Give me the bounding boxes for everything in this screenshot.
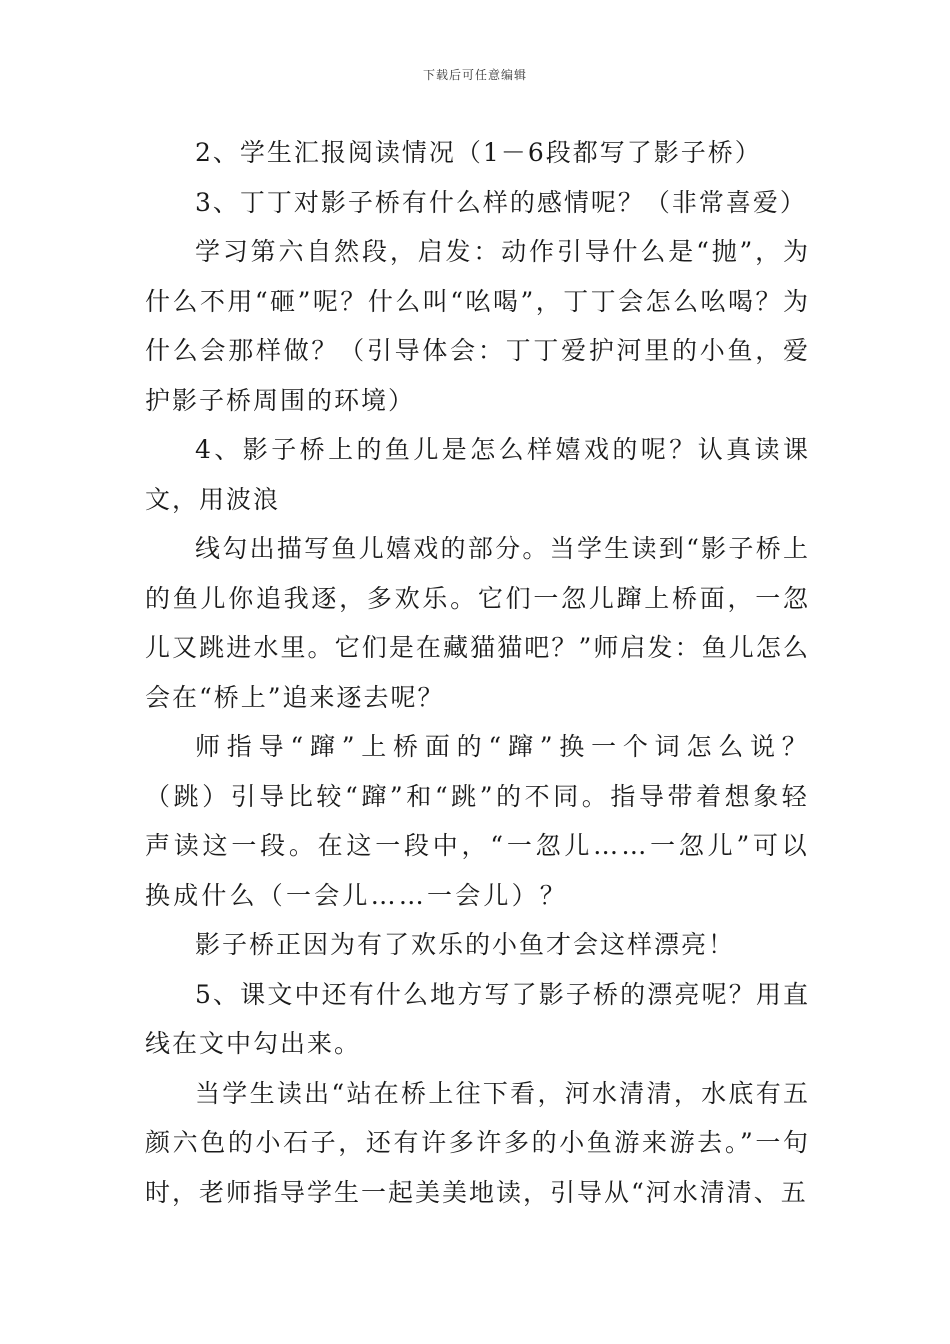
paragraph-step-2: 2、学生汇报阅读情况（1－6段都写了影子桥） [195, 138, 762, 167]
paragraph-step-5: 5、课文中还有什么地方写了影子桥的漂亮呢？用直线在文中勾出来。 [145, 979, 810, 1058]
paragraph-reading-guidance: 当学生读出“站在桥上往下看，河水清清，水底有五颜六色的小石子，还有许多许多的小鱼游来游去。”一句时，老师指导学生一起美美地读，引导从“河水清清、五 [145, 1078, 810, 1207]
paragraph-section-six: 学习第六自然段，启发：动作引导什么是“抛”，为什么不用“砸”呢？什么叫“吆喝”，丁丁会怎么吆喝？为什么会那样做？（引导体会：丁丁爱护河里的小鱼，爱护影子桥周围的环境） [145, 237, 810, 415]
paragraph-fish-playing: 线勾出描写鱼儿嬉戏的部分。当学生读到“影子桥上的鱼儿你追我逐，多欢乐。它们一忽儿蹿上桥面，一忽儿又跳进水里。它们是在藏猫猫吧？”师启发：鱼儿怎么会在“桥上”追来逐去呢？ [145, 534, 810, 712]
paragraph-step-3: 3、丁丁对影子桥有什么样的感情呢？（非常喜爱） [195, 187, 807, 217]
document-body [145, 128, 810, 1217]
paragraph-teacher-guidance: 师指导“蹿”上桥面的“蹿”换一个词怎么说？（跳）引导比较“蹿”和“跳”的不同。指导带着想象轻声读这一段。在这一段中，“一忽儿……一忽儿”可以换成什么（一会儿……一会儿）？ [145, 732, 810, 910]
paragraph-summary: 影子桥正因为有了欢乐的小鱼才会这样漂亮！ [195, 930, 736, 959]
page-header: 下载后可任意编辑 [422, 68, 527, 82]
paragraph-step-4: 4、影子桥上的鱼儿是怎么样嬉戏的呢？认真读课文，用波浪 [145, 435, 810, 514]
